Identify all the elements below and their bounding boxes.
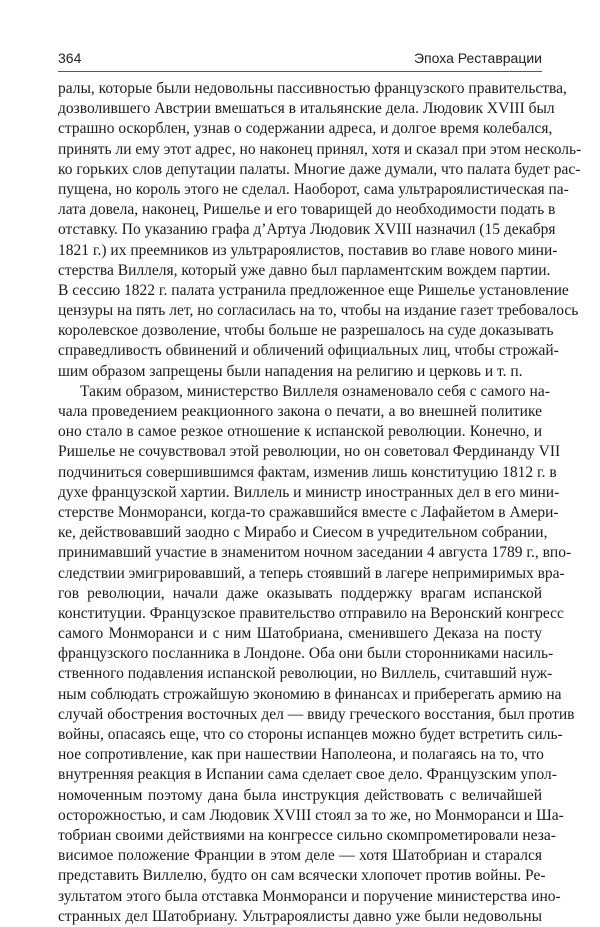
text-line: духе французской хартии. Виллель и министр иностранных дел в его мини- — [58, 483, 560, 501]
text-line: принять ли ему этот адрес, но наконец принял, хотя и сказал при этом несколь- — [58, 140, 582, 158]
running-title: Эпоха Реставрации — [413, 50, 542, 66]
text-line: справедливость обвинений и обличений официальных лиц, чтобы строжай- — [58, 342, 559, 360]
text-line: стерстве Монморанси, когда-то сражавшийся вместе с Лафайетом в Амери- — [58, 503, 559, 521]
text-line: пущена, но король этого не сделал. Наоборот, сама ультрароялистическая па- — [58, 180, 569, 198]
text-line: королевское дозволение, чтобы больше не разрешалось на суде доказывать — [58, 322, 554, 340]
text-line: шим образом запрещены были нападения на религию и церковь и т. п. — [58, 362, 523, 380]
text-line: тобриан своими действиями на конгрессе сильно скомпрометировали неза- — [58, 826, 556, 844]
text-line: номоченным поэтому дана была инструкция действовать с величайшей — [58, 786, 542, 804]
paragraph — [58, 382, 575, 927]
text-line: страшно оскорблен, узнав о содержании адреса, и долгое время колебался, — [58, 120, 553, 138]
text-line: оно стало в самое резкое отношение к испанской революции. Конечно, и — [58, 423, 542, 441]
body-text — [58, 79, 582, 927]
text-line: цензуры на пять лет, но согласилась на то, чтобы на издание газет требовалось — [58, 302, 579, 320]
text-line: осторожностью, и сам Людовик XVIII стоял за то же, но Монморанси и Ша- — [58, 806, 564, 824]
text-line: внутренняя реакция в Испании сама сделает свое дело. Французским упол- — [58, 766, 557, 784]
header-rule — [58, 71, 542, 72]
text-line: французского посланника в Лондоне. Оба они были сторонниками насиль- — [58, 645, 554, 663]
text-line: висимое положение Франции в этом деле — хотя Шатобриан и старался — [58, 847, 542, 865]
page-number: 364 — [58, 50, 82, 66]
text-line: принимавший участие в знаменитом ночном заседании 4 августа 1789 г., впо- — [58, 544, 572, 562]
text-line: ке, действовавший заодно с Мирабо и Сиесом в учредительном собрании, — [58, 524, 548, 542]
text-line: войны, опасаясь еще, что со стороны испанцев можно будет встретить силь- — [58, 726, 563, 743]
text-line: 1821 г.) их преемников из ультрароялистов, поставив во главе нового мини- — [58, 241, 558, 259]
text-line: чала проведением реакционного закона о печати, а во внешней политике — [58, 403, 542, 420]
text-line: странных дел Шатобриану. Ультрароялисты давно уже были недовольны — [58, 907, 542, 925]
text-line: конституции. Французское правительство отправило на Веронский конгресс — [58, 604, 564, 622]
text-line: отставку. По указанию графа д’Артуа Людовик XVIII назначил (15 декабря — [58, 221, 556, 239]
text-line: стерства Виллеля, который уже давно был парламентским вождем партии. — [58, 261, 551, 279]
text-line: гов революции, начали даже оказывать поддержку врагам испанской — [58, 584, 542, 602]
text-line: ко горьких слов депутации палаты. Многие даже думали, что палата будет рас- — [58, 160, 581, 178]
text-line: зультатом этого была отставка Монморанси и поручение министерства ино- — [58, 887, 561, 905]
running-header — [58, 50, 542, 66]
text-line: ным соблюдать строжайшую экономию в финансах и приберегать армию на — [58, 685, 562, 703]
text-line: следствии эмигрировавший, а теперь стоявший в лагере непримиримых вра- — [58, 564, 565, 582]
text-line: Таким образом, министерство Виллеля ознаменовало себя с самого на- — [80, 382, 550, 400]
text-line: случай обострения восточных дел — ввиду греческого восстания, был против — [58, 705, 575, 723]
text-line: ное сопротивление, как при нашествии Наполеона, и полагаясь на то, что — [58, 746, 544, 764]
text-line: подчиниться совершившимся фактам, изменив лишь конституцию 1812 г. в — [58, 463, 557, 481]
text-line: дозволившего Австрии вмешаться в итальянские дела. Людовик XVIII был — [58, 100, 555, 118]
text-line: В сессию 1822 г. палата устранила предложенное еще Ришелье установление — [58, 281, 569, 299]
text-line: ственного подавления испанской революции, но Виллель, считавший нуж- — [58, 665, 553, 683]
text-line: ралы, которые были недовольны пассивностью французского правительства, — [58, 80, 567, 97]
text-line: Ришелье не сочувствовал этой революции, но он советовал Фердинанду VII — [58, 443, 561, 461]
text-line: представить Виллелю, будто он сам всячески хлопочет против войны. Ре- — [58, 867, 546, 885]
paragraph — [58, 79, 582, 382]
text-line: лата довела, наконец, Ришелье и его товарищей до необходимости подать в — [58, 201, 556, 219]
text-line: самого Монморанси и с ним Шатобриана, сменившего Деказа на посту — [58, 625, 542, 643]
